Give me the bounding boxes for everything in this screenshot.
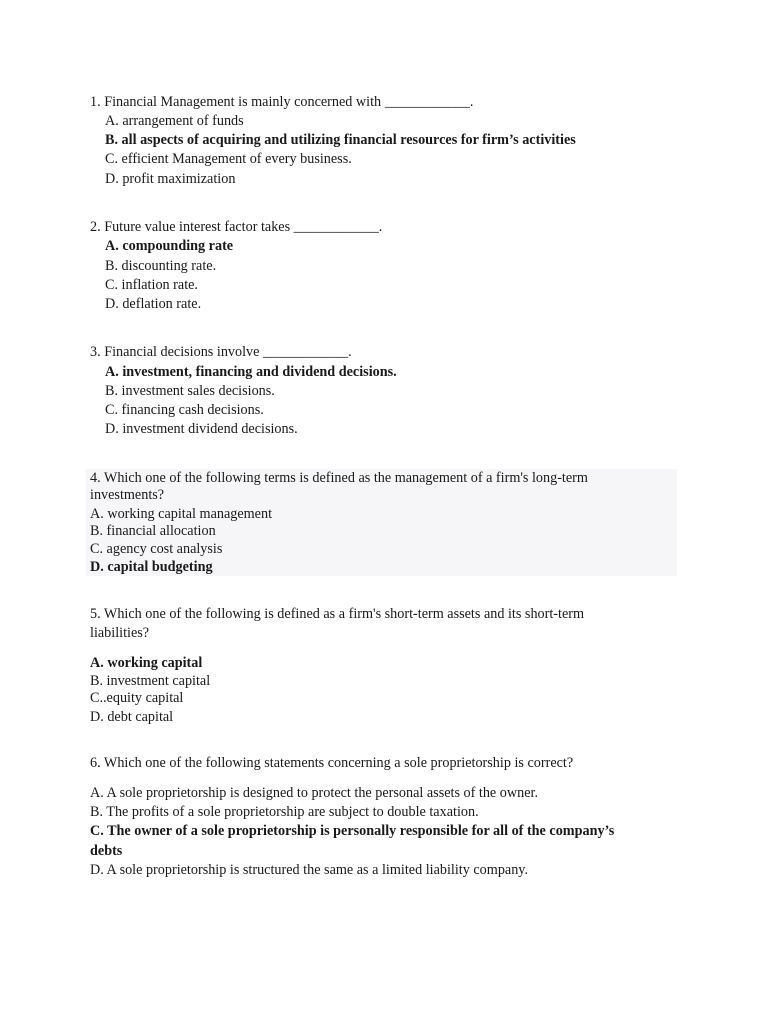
question-6-option-d: D. A sole proprietorship is structured the same as a limited liability company. (90, 862, 529, 878)
question-6-option-c-correct: C. The owner of a sole proprietorship is personally responsible for all of the company’s (90, 823, 615, 839)
question-1-option-c: C. efficient Management of every business. (105, 151, 352, 167)
question-3-option-d: D. investment dividend decisions. (105, 421, 298, 437)
question-4-option-c: C. agency cost analysis (90, 541, 223, 557)
question-3-option-a-correct: A. investment, financing and dividend decisions. (105, 364, 397, 380)
question-6-option-a: A. A sole proprietorship is designed to protect the personal assets of the owner. (90, 785, 538, 801)
question-4-option-a: A. working capital management (90, 506, 273, 522)
question-6-option-b: B. The profits of a sole proprietorship are subject to double taxation. (90, 804, 479, 820)
question-3-option-c: C. financing cash decisions. (105, 402, 264, 418)
question-3-text: 3. Financial decisions involve ____________. (90, 344, 352, 360)
question-5-option-c: C..equity capital (90, 690, 184, 706)
question-1-text: 1. Financial Management is mainly concerned with ____________. (90, 94, 474, 110)
question-3-option-b: B. investment sales decisions. (105, 383, 275, 399)
question-4-text-line-2: investments? (90, 487, 165, 503)
question-2-text: 2. Future value interest factor takes ____________. (90, 219, 383, 235)
question-1-option-a: A. arrangement of funds (105, 113, 244, 129)
question-4-option-d-correct: D. capital budgeting (90, 559, 213, 575)
question-6-text: 6. Which one of the following statements concerning a sole proprietorship is correct? (90, 755, 574, 771)
question-2-option-c: C. inflation rate. (105, 277, 198, 293)
question-1-option-b-correct: B. all aspects of acquiring and utilizing financial resources for firm’s activities (105, 132, 576, 148)
question-5-text-line-2: liabilities? (90, 625, 150, 641)
question-6-option-c-continuation: debts (90, 843, 123, 859)
question-2-option-a-correct: A. compounding rate (105, 238, 234, 254)
question-2-option-d: D. deflation rate. (105, 296, 202, 312)
question-2-option-b: B. discounting rate. (105, 258, 217, 274)
question-4-text-line-1: 4. Which one of the following terms is defined as the management of a firm's long-term (90, 470, 588, 486)
question-4-option-b: B. financial allocation (90, 523, 216, 539)
question-1-option-d: D. profit maximization (105, 171, 236, 187)
question-5-text-line-1: 5. Which one of the following is defined as a firm's short-term assets and its short-term (90, 606, 585, 622)
question-5-option-d: D. debt capital (90, 709, 174, 725)
question-5-option-a-correct: A. working capital (90, 655, 203, 671)
question-5-option-b: B. investment capital (90, 673, 211, 689)
